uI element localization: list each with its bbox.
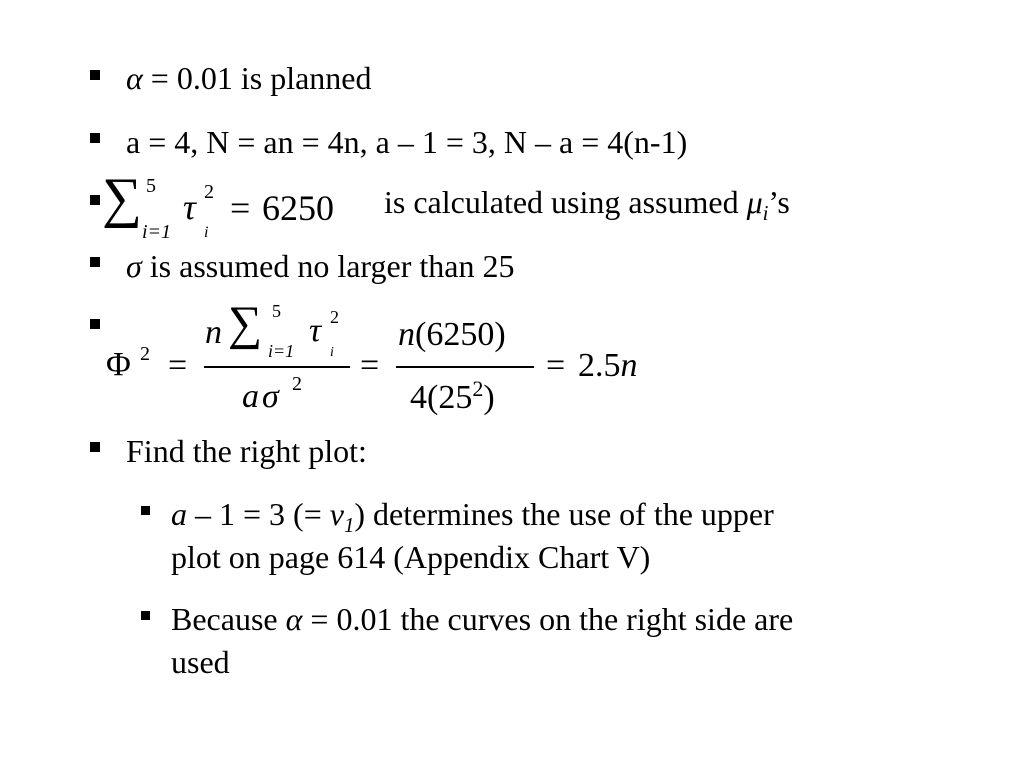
sum-upper-limit: 5 bbox=[146, 175, 156, 197]
bullet-parameters: a = 4, N = an = 4n, a – 1 = 3, N – a = 4(n-1) bbox=[126, 124, 688, 160]
sigma-symbol: σ bbox=[262, 378, 279, 415]
sub-bullet-right-curves: Because α = 0.01 the curves on the right side are bbox=[171, 601, 794, 637]
mu-subscript: i bbox=[762, 202, 769, 226]
bullet-text: is calculated using assumed $\mu_i’s$ bbox=[384, 184, 790, 226]
second-denominator: $4(25^2)$ bbox=[410, 375, 495, 416]
equals-sign: = bbox=[168, 347, 188, 384]
equals-sign: = bbox=[150, 60, 169, 96]
result-value: 2.5n bbox=[578, 347, 638, 384]
bullet-find-plot: Find the right plot: bbox=[126, 433, 367, 469]
second-numerator: n(6250) bbox=[398, 316, 506, 353]
square-bullet-icon bbox=[141, 611, 150, 620]
alpha-symbol: α bbox=[285, 601, 303, 637]
equals-sign: = bbox=[360, 347, 380, 384]
alpha-value: 0.01 bbox=[176, 60, 233, 96]
sigma-symbol: σ bbox=[126, 248, 142, 284]
sum-lower-limit: i=1 bbox=[268, 341, 295, 361]
bullet-text: is assumed no larger than 25 bbox=[149, 248, 515, 284]
fraction-bar bbox=[204, 366, 350, 368]
tau-subscript: i bbox=[330, 345, 334, 360]
numerator-n: n bbox=[205, 314, 222, 351]
square-bullet-icon bbox=[90, 133, 100, 143]
square-bullet-icon bbox=[90, 442, 100, 452]
tau-superscript: 2 bbox=[330, 307, 339, 327]
v-subscript: 1 bbox=[343, 514, 355, 538]
square-bullet-icon bbox=[90, 195, 100, 205]
square-bullet-icon bbox=[141, 506, 150, 515]
denominator-a: a bbox=[242, 378, 259, 415]
tau-symbol: τ bbox=[309, 312, 322, 349]
sub-bullet-upper-plot-line2: plot on page 614 (Appendix Chart V) bbox=[171, 539, 651, 575]
bullet-sigma-assumed bbox=[126, 250, 514, 282]
summation-symbol: ∑ bbox=[102, 167, 142, 229]
mu-symbol: μ bbox=[746, 184, 763, 220]
equals-sign: = bbox=[230, 188, 251, 228]
square-bullet-icon bbox=[90, 70, 100, 80]
sum-lower-limit: i=1 bbox=[142, 221, 172, 243]
sub-bullet-upper-plot: a – 1 = 3 (= $v_1$) determines the use of the upper bbox=[171, 496, 774, 538]
alpha-symbol: α bbox=[126, 60, 143, 96]
equals-sign: = bbox=[546, 347, 566, 384]
phi-symbol: Φ bbox=[106, 346, 131, 383]
sub-bullet-right-curves-line2: used bbox=[171, 644, 230, 680]
tau-superscript: 2 bbox=[204, 181, 214, 203]
fraction-bar bbox=[396, 366, 534, 368]
sum-value: 6250 bbox=[262, 188, 334, 228]
summation-symbol: ∑ bbox=[228, 297, 263, 350]
tau-symbol: τ bbox=[183, 187, 196, 227]
bullet-alpha-planned bbox=[126, 62, 371, 94]
square-bullet-icon bbox=[90, 257, 100, 267]
phi-superscript: 2 bbox=[140, 343, 150, 365]
tau-subscript: i bbox=[204, 224, 209, 241]
bullet-text: is planned bbox=[240, 60, 372, 96]
sigma-superscript: 2 bbox=[292, 373, 302, 395]
v-symbol: v bbox=[329, 496, 344, 532]
square-bullet-icon bbox=[90, 319, 100, 329]
sum-upper-limit: 5 bbox=[272, 301, 281, 321]
